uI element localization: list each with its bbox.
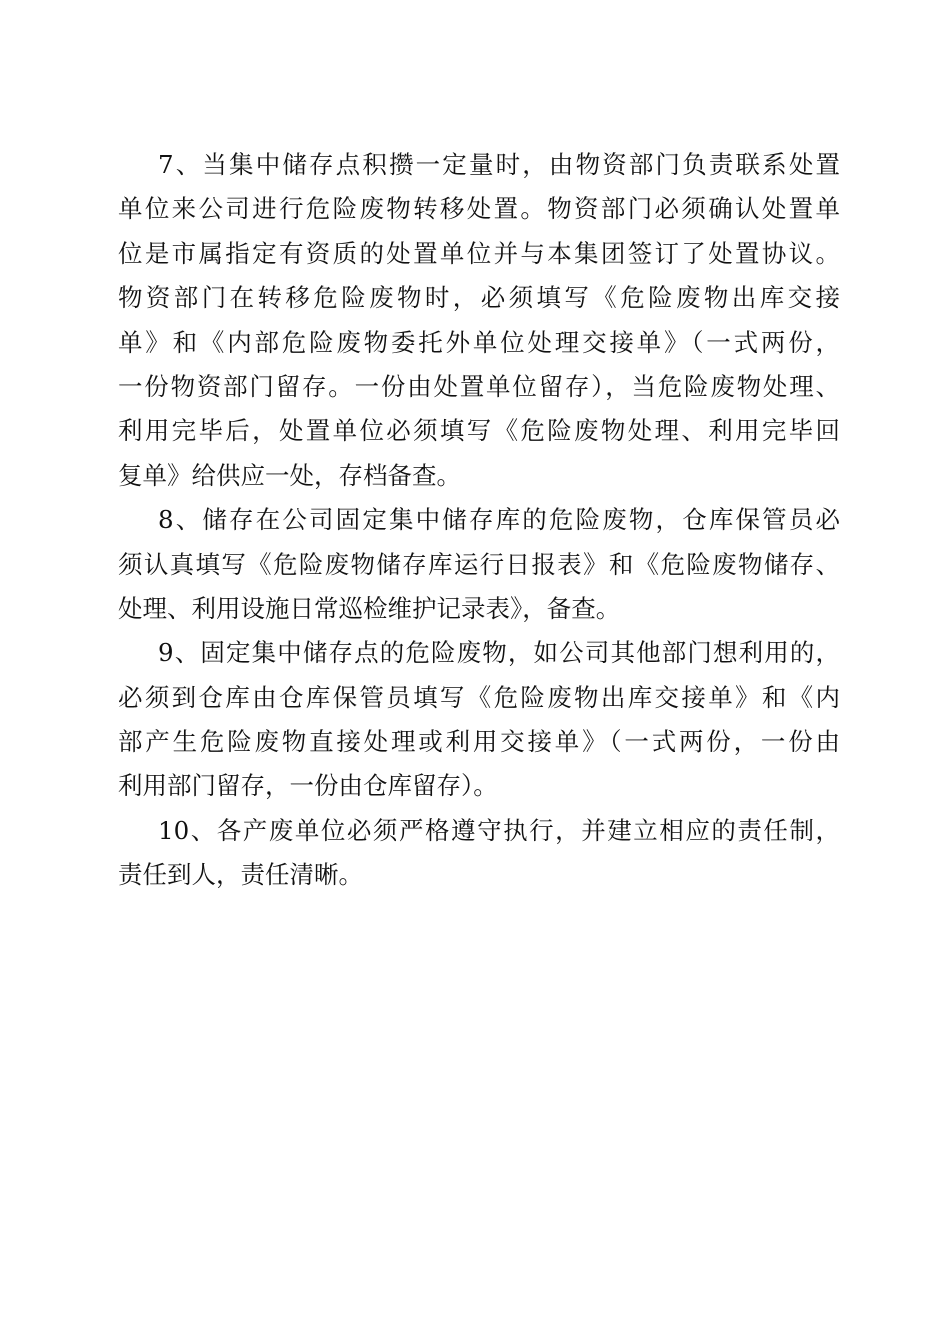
text-line: 一份物资部门留存。一份由处置单位留存），当危险废物处理、 [118,371,840,401]
document-body [118,143,840,898]
paragraph-8 [118,498,840,631]
text-line: 利用完毕后，处置单位必须填写《危险废物处理、利用完毕回 [118,416,840,446]
text-line: 物资部门在转移危险废物时，必须填写《危险废物出库交接 [118,283,840,313]
text-line: 10、各产废单位必须严格遵守执行，并建立相应的责任制， [158,815,840,845]
text-line: 责任到人，责任清晰。 [118,860,363,890]
paragraph-10 [118,809,840,898]
text-line: 处理、利用设施日常巡检维护记录表》，备查。 [118,593,621,623]
text-line: 单》和《内部危险废物委托外单位处理交接单》（一式两份， [118,327,840,357]
paragraph-7 [118,143,840,498]
text-line: 部产生危险废物直接处理或利用交接单》（一式两份，一份由 [118,727,840,757]
text-line: 须认真填写《危险废物储存库运行日报表》和《危险废物储存、 [118,549,840,579]
text-line: 8、储存在公司固定集中储存库的危险废物，仓库保管员必 [158,505,840,535]
text-line: 利用部门留存，一份由仓库留存）。 [118,771,498,801]
text-line: 单位来公司进行危险废物转移处置。物资部门必须确认处置单 [118,194,840,224]
text-line: 必须到仓库由仓库保管员填写《危险废物出库交接单》和《内 [118,682,840,712]
text-line: 复单》给供应一处，存档备查。 [118,460,461,490]
text-line: 7、当集中储存点积攒一定量时，由物资部门负责联系处置 [158,150,840,179]
text-line: 位是市属指定有资质的处置单位并与本集团签订了处置协议。 [118,238,840,268]
text-line: 9、固定集中储存点的危险废物，如公司其他部门想利用的， [158,638,840,668]
paragraph-9 [118,631,840,809]
